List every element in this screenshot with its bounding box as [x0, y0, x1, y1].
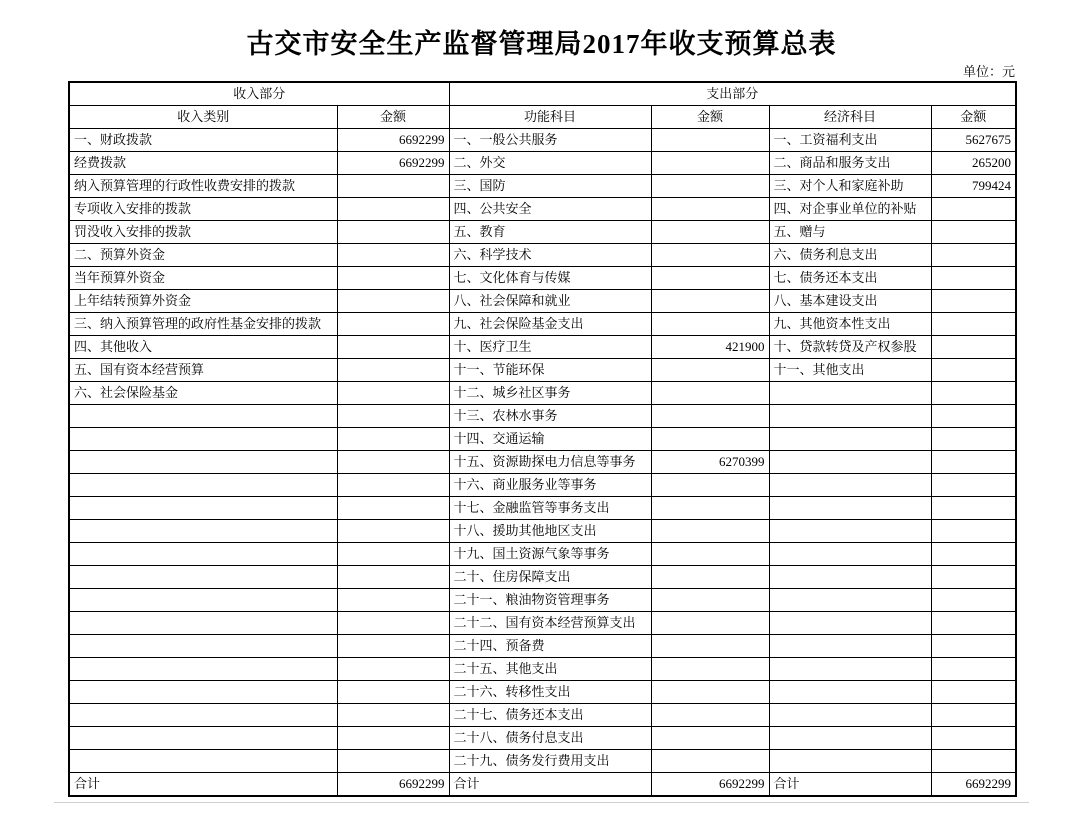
economic-subject-cell: 十一、其他支出 — [769, 359, 931, 382]
revenue-amount-cell — [337, 474, 449, 497]
functional-subject-cell: 二十六、转移性支出 — [449, 681, 651, 704]
functional-subject-cell: 十、医疗卫生 — [449, 336, 651, 359]
economic-subject-cell: 九、其他资本性支出 — [769, 313, 931, 336]
economic-amount-cell: 799424 — [931, 175, 1016, 198]
functional-amount-cell: 421900 — [651, 336, 769, 359]
total-economic-amount: 6692299 — [931, 773, 1016, 797]
functional-subject-cell: 二十五、其他支出 — [449, 658, 651, 681]
economic-subject-cell — [769, 520, 931, 543]
revenue-category-cell: 罚没收入安排的拨款 — [69, 221, 337, 244]
economic-amount-cell — [931, 635, 1016, 658]
revenue-category-cell — [69, 405, 337, 428]
revenue-amount-cell — [337, 520, 449, 543]
functional-subject-cell: 二十一、粮油物资管理事务 — [449, 589, 651, 612]
economic-amount-cell — [931, 451, 1016, 474]
table-row — [69, 451, 1016, 474]
economic-amount-cell — [931, 382, 1016, 405]
economic-amount-cell — [931, 336, 1016, 359]
functional-subject-cell: 十三、农林水事务 — [449, 405, 651, 428]
functional-amount-cell — [651, 520, 769, 543]
economic-subject-cell — [769, 474, 931, 497]
economic-amount-cell — [931, 290, 1016, 313]
functional-subject-cell: 二十七、债务还本支出 — [449, 704, 651, 727]
table-row — [69, 589, 1016, 612]
revenue-category-cell: 五、国有资本经营预算 — [69, 359, 337, 382]
functional-subject-cell: 三、国防 — [449, 175, 651, 198]
table-row — [69, 221, 1016, 244]
economic-subject-cell: 三、对个人和家庭补助 — [769, 175, 931, 198]
revenue-amount-cell — [337, 336, 449, 359]
revenue-amount-cell — [337, 750, 449, 773]
table-body — [69, 129, 1016, 773]
economic-amount-cell — [931, 681, 1016, 704]
table-row — [69, 244, 1016, 267]
functional-amount-cell — [651, 129, 769, 152]
revenue-category-cell — [69, 635, 337, 658]
revenue-amount-cell: 6692299 — [337, 129, 449, 152]
revenue-amount-cell — [337, 267, 449, 290]
functional-subject-cell: 四、公共安全 — [449, 198, 651, 221]
economic-subject-cell — [769, 451, 931, 474]
col-header-functional-amount: 金额 — [651, 106, 769, 129]
functional-subject-cell: 十九、国土资源气象等事务 — [449, 543, 651, 566]
functional-amount-cell — [651, 221, 769, 244]
economic-amount-cell — [931, 520, 1016, 543]
functional-amount-cell — [651, 152, 769, 175]
economic-subject-cell — [769, 566, 931, 589]
economic-subject-cell — [769, 612, 931, 635]
functional-subject-cell: 七、文化体育与传媒 — [449, 267, 651, 290]
economic-amount-cell — [931, 704, 1016, 727]
table-row — [69, 727, 1016, 750]
table-row — [69, 267, 1016, 290]
economic-subject-cell: 六、债务利息支出 — [769, 244, 931, 267]
revenue-category-cell: 经费拨款 — [69, 152, 337, 175]
economic-subject-cell — [769, 382, 931, 405]
economic-subject-cell: 七、债务还本支出 — [769, 267, 931, 290]
table-row — [69, 359, 1016, 382]
economic-amount-cell — [931, 359, 1016, 382]
economic-amount-cell: 5627675 — [931, 129, 1016, 152]
table-row — [69, 129, 1016, 152]
revenue-amount-cell — [337, 244, 449, 267]
functional-amount-cell — [651, 727, 769, 750]
table-row — [69, 152, 1016, 175]
table-row — [69, 405, 1016, 428]
revenue-category-cell — [69, 520, 337, 543]
functional-amount-cell — [651, 382, 769, 405]
revenue-amount-cell: 6692299 — [337, 152, 449, 175]
economic-amount-cell — [931, 543, 1016, 566]
revenue-amount-cell — [337, 382, 449, 405]
col-header-revenue-amount: 金额 — [337, 106, 449, 129]
table-row — [69, 750, 1016, 773]
revenue-amount-cell — [337, 658, 449, 681]
table-row — [69, 612, 1016, 635]
col-header-revenue-category: 收入类别 — [69, 106, 337, 129]
functional-amount-cell — [651, 543, 769, 566]
total-row — [69, 773, 1016, 797]
functional-subject-cell: 十六、商业服务业等事务 — [449, 474, 651, 497]
functional-amount-cell — [651, 175, 769, 198]
revenue-amount-cell — [337, 727, 449, 750]
total-label-economic: 合计 — [769, 773, 931, 797]
economic-subject-cell: 十、贷款转贷及产权参股 — [769, 336, 931, 359]
table-row — [69, 336, 1016, 359]
economic-amount-cell — [931, 267, 1016, 290]
table-row — [69, 520, 1016, 543]
economic-amount-cell — [931, 566, 1016, 589]
revenue-amount-cell — [337, 290, 449, 313]
economic-subject-cell: 二、商品和服务支出 — [769, 152, 931, 175]
revenue-amount-cell — [337, 589, 449, 612]
economic-subject-cell: 八、基本建设支出 — [769, 290, 931, 313]
revenue-amount-cell — [337, 543, 449, 566]
functional-amount-cell: 6270399 — [651, 451, 769, 474]
revenue-category-cell: 上年结转预算外资金 — [69, 290, 337, 313]
economic-subject-cell — [769, 635, 931, 658]
economic-subject-cell — [769, 750, 931, 773]
economic-subject-cell — [769, 405, 931, 428]
revenue-category-cell — [69, 543, 337, 566]
economic-subject-cell — [769, 704, 931, 727]
functional-subject-cell: 一、一般公共服务 — [449, 129, 651, 152]
revenue-category-cell — [69, 451, 337, 474]
functional-amount-cell — [651, 359, 769, 382]
table-row — [69, 175, 1016, 198]
economic-amount-cell — [931, 198, 1016, 221]
functional-amount-cell — [651, 428, 769, 451]
functional-amount-cell — [651, 658, 769, 681]
revenue-category-cell: 当年预算外资金 — [69, 267, 337, 290]
functional-amount-cell — [651, 244, 769, 267]
functional-subject-cell: 十四、交通运输 — [449, 428, 651, 451]
revenue-category-cell — [69, 727, 337, 750]
table-row — [69, 313, 1016, 336]
revenue-category-cell — [69, 612, 337, 635]
functional-amount-cell — [651, 589, 769, 612]
revenue-category-cell — [69, 658, 337, 681]
functional-amount-cell — [651, 267, 769, 290]
functional-amount-cell — [651, 704, 769, 727]
economic-amount-cell — [931, 658, 1016, 681]
economic-subject-cell — [769, 727, 931, 750]
revenue-category-cell — [69, 474, 337, 497]
economic-subject-cell — [769, 658, 931, 681]
revenue-category-cell: 专项收入安排的拨款 — [69, 198, 337, 221]
revenue-amount-cell — [337, 405, 449, 428]
economic-subject-cell — [769, 543, 931, 566]
table-row — [69, 198, 1016, 221]
economic-amount-cell — [931, 221, 1016, 244]
revenue-category-cell: 二、预算外资金 — [69, 244, 337, 267]
functional-subject-cell: 二、外交 — [449, 152, 651, 175]
functional-amount-cell — [651, 405, 769, 428]
economic-amount-cell — [931, 750, 1016, 773]
economic-subject-cell — [769, 428, 931, 451]
economic-subject-cell: 四、对企事业单位的补贴 — [769, 198, 931, 221]
table-row — [69, 566, 1016, 589]
revenue-amount-cell — [337, 704, 449, 727]
revenue-amount-cell — [337, 497, 449, 520]
economic-amount-cell — [931, 474, 1016, 497]
economic-amount-cell — [931, 589, 1016, 612]
table-row — [69, 428, 1016, 451]
revenue-category-cell — [69, 566, 337, 589]
revenue-category-cell — [69, 428, 337, 451]
table-foot — [69, 773, 1016, 797]
revenue-category-cell — [69, 704, 337, 727]
revenue-amount-cell — [337, 428, 449, 451]
functional-subject-cell: 八、社会保障和就业 — [449, 290, 651, 313]
col-header-functional-subject: 功能科目 — [449, 106, 651, 129]
economic-subject-cell: 五、赠与 — [769, 221, 931, 244]
functional-amount-cell — [651, 497, 769, 520]
economic-amount-cell — [931, 727, 1016, 750]
functional-subject-cell: 十七、金融监管等事务支出 — [449, 497, 651, 520]
table-row — [69, 497, 1016, 520]
col-header-economic-amount: 金额 — [931, 106, 1016, 129]
functional-amount-cell — [651, 290, 769, 313]
economic-amount-cell — [931, 428, 1016, 451]
revenue-category-cell: 一、财政拨款 — [69, 129, 337, 152]
functional-subject-cell: 二十四、预备费 — [449, 635, 651, 658]
section-header-expenditure: 支出部分 — [449, 82, 1016, 106]
column-header-row — [69, 106, 1016, 129]
table-row — [69, 658, 1016, 681]
functional-subject-cell: 十二、城乡社区事务 — [449, 382, 651, 405]
table-row — [69, 635, 1016, 658]
functional-amount-cell — [651, 750, 769, 773]
table-row — [69, 543, 1016, 566]
unit-label: 单位：元 — [962, 64, 1015, 79]
economic-amount-cell — [931, 497, 1016, 520]
budget-table — [68, 81, 1017, 797]
functional-subject-cell: 二十、住房保障支出 — [449, 566, 651, 589]
economic-amount-cell — [931, 612, 1016, 635]
revenue-category-cell — [69, 589, 337, 612]
revenue-amount-cell — [337, 612, 449, 635]
economic-amount-cell — [931, 313, 1016, 336]
total-label-revenue: 合计 — [69, 773, 337, 797]
revenue-amount-cell — [337, 566, 449, 589]
economic-amount-cell — [931, 244, 1016, 267]
economic-amount-cell: 265200 — [931, 152, 1016, 175]
revenue-amount-cell — [337, 175, 449, 198]
functional-amount-cell — [651, 313, 769, 336]
revenue-amount-cell — [337, 198, 449, 221]
revenue-amount-cell — [337, 451, 449, 474]
functional-subject-cell: 九、社会保险基金支出 — [449, 313, 651, 336]
functional-subject-cell: 二十二、国有资本经营预算支出 — [449, 612, 651, 635]
revenue-category-cell: 六、社会保险基金 — [69, 382, 337, 405]
page-title: 古交市安全生产监督管理局2017年收支预算总表 — [246, 29, 837, 59]
economic-subject-cell — [769, 681, 931, 704]
revenue-category-cell: 纳入预算管理的行政性收费安排的拨款 — [69, 175, 337, 198]
revenue-amount-cell — [337, 635, 449, 658]
revenue-category-cell: 四、其他收入 — [69, 336, 337, 359]
table-row — [69, 704, 1016, 727]
functional-subject-cell: 六、科学技术 — [449, 244, 651, 267]
functional-amount-cell — [651, 635, 769, 658]
revenue-amount-cell — [337, 221, 449, 244]
functional-subject-cell: 二十八、债务付息支出 — [449, 727, 651, 750]
economic-amount-cell — [931, 405, 1016, 428]
economic-subject-cell — [769, 497, 931, 520]
functional-subject-cell: 十五、资源勘探电力信息等事务 — [449, 451, 651, 474]
functional-subject-cell: 十八、援助其他地区支出 — [449, 520, 651, 543]
col-header-economic-subject: 经济科目 — [769, 106, 931, 129]
revenue-amount-cell — [337, 313, 449, 336]
functional-amount-cell — [651, 566, 769, 589]
section-header-row — [69, 82, 1016, 106]
section-header-revenue: 收入部分 — [69, 82, 449, 106]
revenue-category-cell — [69, 750, 337, 773]
table-row — [69, 382, 1016, 405]
functional-amount-cell — [651, 681, 769, 704]
table-row — [69, 474, 1016, 497]
functional-subject-cell: 十一、节能环保 — [449, 359, 651, 382]
economic-subject-cell — [769, 589, 931, 612]
total-label-functional: 合计 — [449, 773, 651, 797]
table-head — [69, 82, 1016, 129]
table-row — [69, 290, 1016, 313]
functional-amount-cell — [651, 612, 769, 635]
economic-subject-cell: 一、工资福利支出 — [769, 129, 931, 152]
revenue-category-cell — [69, 497, 337, 520]
page-edge-shadow — [54, 802, 1029, 803]
revenue-amount-cell — [337, 359, 449, 382]
revenue-category-cell: 三、纳入预算管理的政府性基金安排的拨款 — [69, 313, 337, 336]
total-revenue-amount: 6692299 — [337, 773, 449, 797]
revenue-amount-cell — [337, 681, 449, 704]
functional-subject-cell: 二十九、债务发行费用支出 — [449, 750, 651, 773]
table-row — [69, 681, 1016, 704]
functional-amount-cell — [651, 474, 769, 497]
revenue-category-cell — [69, 681, 337, 704]
functional-amount-cell — [651, 198, 769, 221]
total-functional-amount: 6692299 — [651, 773, 769, 797]
functional-subject-cell: 五、教育 — [449, 221, 651, 244]
